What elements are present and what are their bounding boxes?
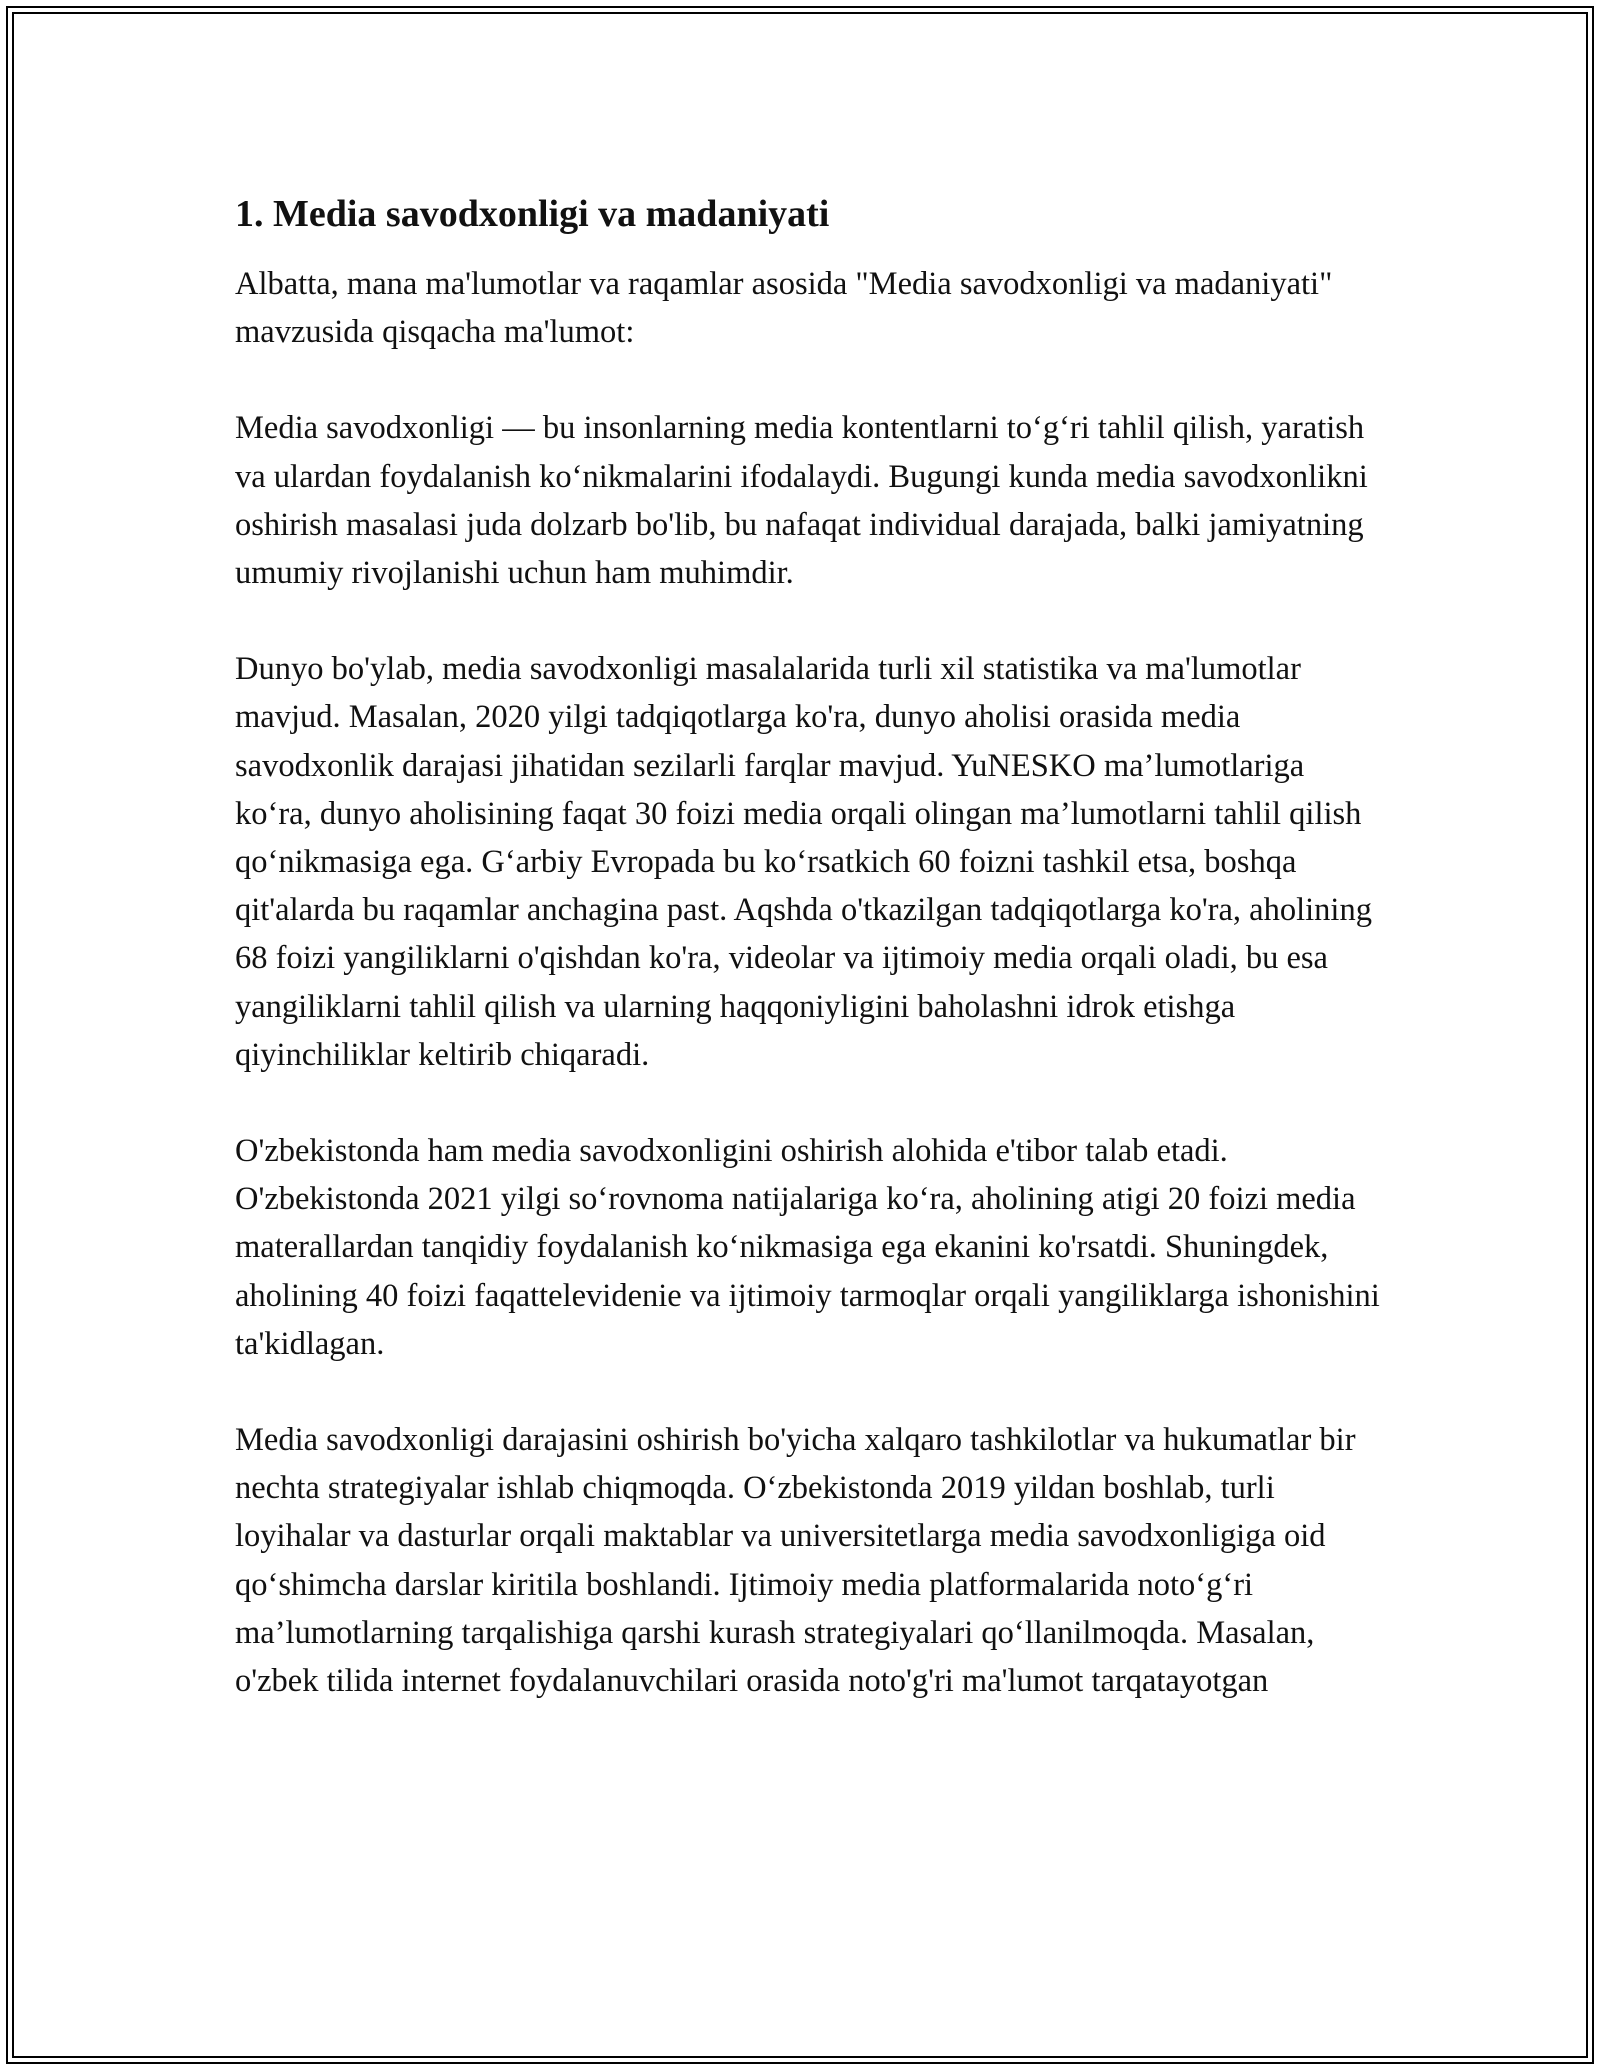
paragraph-definition: Media savodxonligi — bu insonlarning media kontentlarni to‘g‘ri tahlil qilish, yaratish va ulardan foydalanish ko‘nikmalarini ifodalaydi. Bugungi kunda media savodxonlikni oshirish masalasi juda dolzarb bo'lib, bu nafaqat individual darajada, balki jamiyatning umumiy rivojlanishi uchun ham muhimdir. bbox=[235, 410, 1368, 592]
paragraph-world-statistics: Dunyo bo'ylab, media savodxonligi masalalarida turli xil statistika va ma'lumotlar mavjud. Masalan, 2020 yilgi tadqiqotlarga ko'ra, dunyo aholisi orasida media savodxonlik darajasi jihatidan sezilarli farqlar mavjud. YuNESKO ma’lumotlariga ko‘ra, dunyo aholisining faqat 30 foizi media orqali olingan ma’lumotlarni tahlil qilish qo‘nikmasiga ega. G‘arbiy Evropada bu ko‘rsatkich 60 foizni tashkil etsa, boshqa qit'alarda bu raqamlar anchagina past. Aqshda o'tkazilgan tadqiqotlarga ko'ra, aholining 68 foizi yangiliklarni o'qishdan ko'ra, videolar va ijtimoiy media orqali oladi, bu esa yangiliklarni tahlil qilish va ularning haqqoniyligini baholashni idrok etishga qiyinchiliklar keltirib chiqaradi. bbox=[235, 651, 1372, 1073]
paragraph-intro: Albatta, mana ma'lumotlar va raqamlar asosida "Media savodxonligi va madaniyati" mavzusida qisqacha ma'lumot: bbox=[235, 266, 1333, 351]
section-title: 1. Media savodxonligi va madaniyati bbox=[235, 193, 830, 235]
paragraph-uzbekistan-statistics: O'zbekistonda ham media savodxonligini oshirish alohida e'tibor talab etadi. O'zbekistonda 2021 yilgi so‘rovnoma natijalariga ko‘ra, aholining atigi 20 foizi media materallardan tanqidiy foydalanish ko‘nikmasiga ega ekanini ko'rsatdi. Shuningdek, aholining 40 foizi faqattelevidenie va ijtimoiy tarmoqlar orqali yangiliklarga ishonishini ta'kidlagan. bbox=[235, 1133, 1380, 1362]
document-body bbox=[235, 188, 1385, 1753]
paragraph-strategies: Media savodxonligi darajasini oshirish bo'yicha xalqaro tashkilotlar va hukumatlar bir nechta strategiyalar ishlab chiqmoqda. O‘zbekistonda 2019 yildan boshlab, turli loyihalar va dasturlar orqali maktablar va universitetlarga media savodxonligiga oid qo‘shimcha darslar kiritila boshlandi. Ijtimoiy media platformalarida noto‘g‘ri ma’lumotlarning tarqalishiga qarshi kurash strategiyalari qo‘llanilmoqda. Masalan, o'zbek tilida internet foydalanuvchilari orasida noto'g'ri ma'lumot tarqatayotgan bbox=[235, 1422, 1356, 1700]
